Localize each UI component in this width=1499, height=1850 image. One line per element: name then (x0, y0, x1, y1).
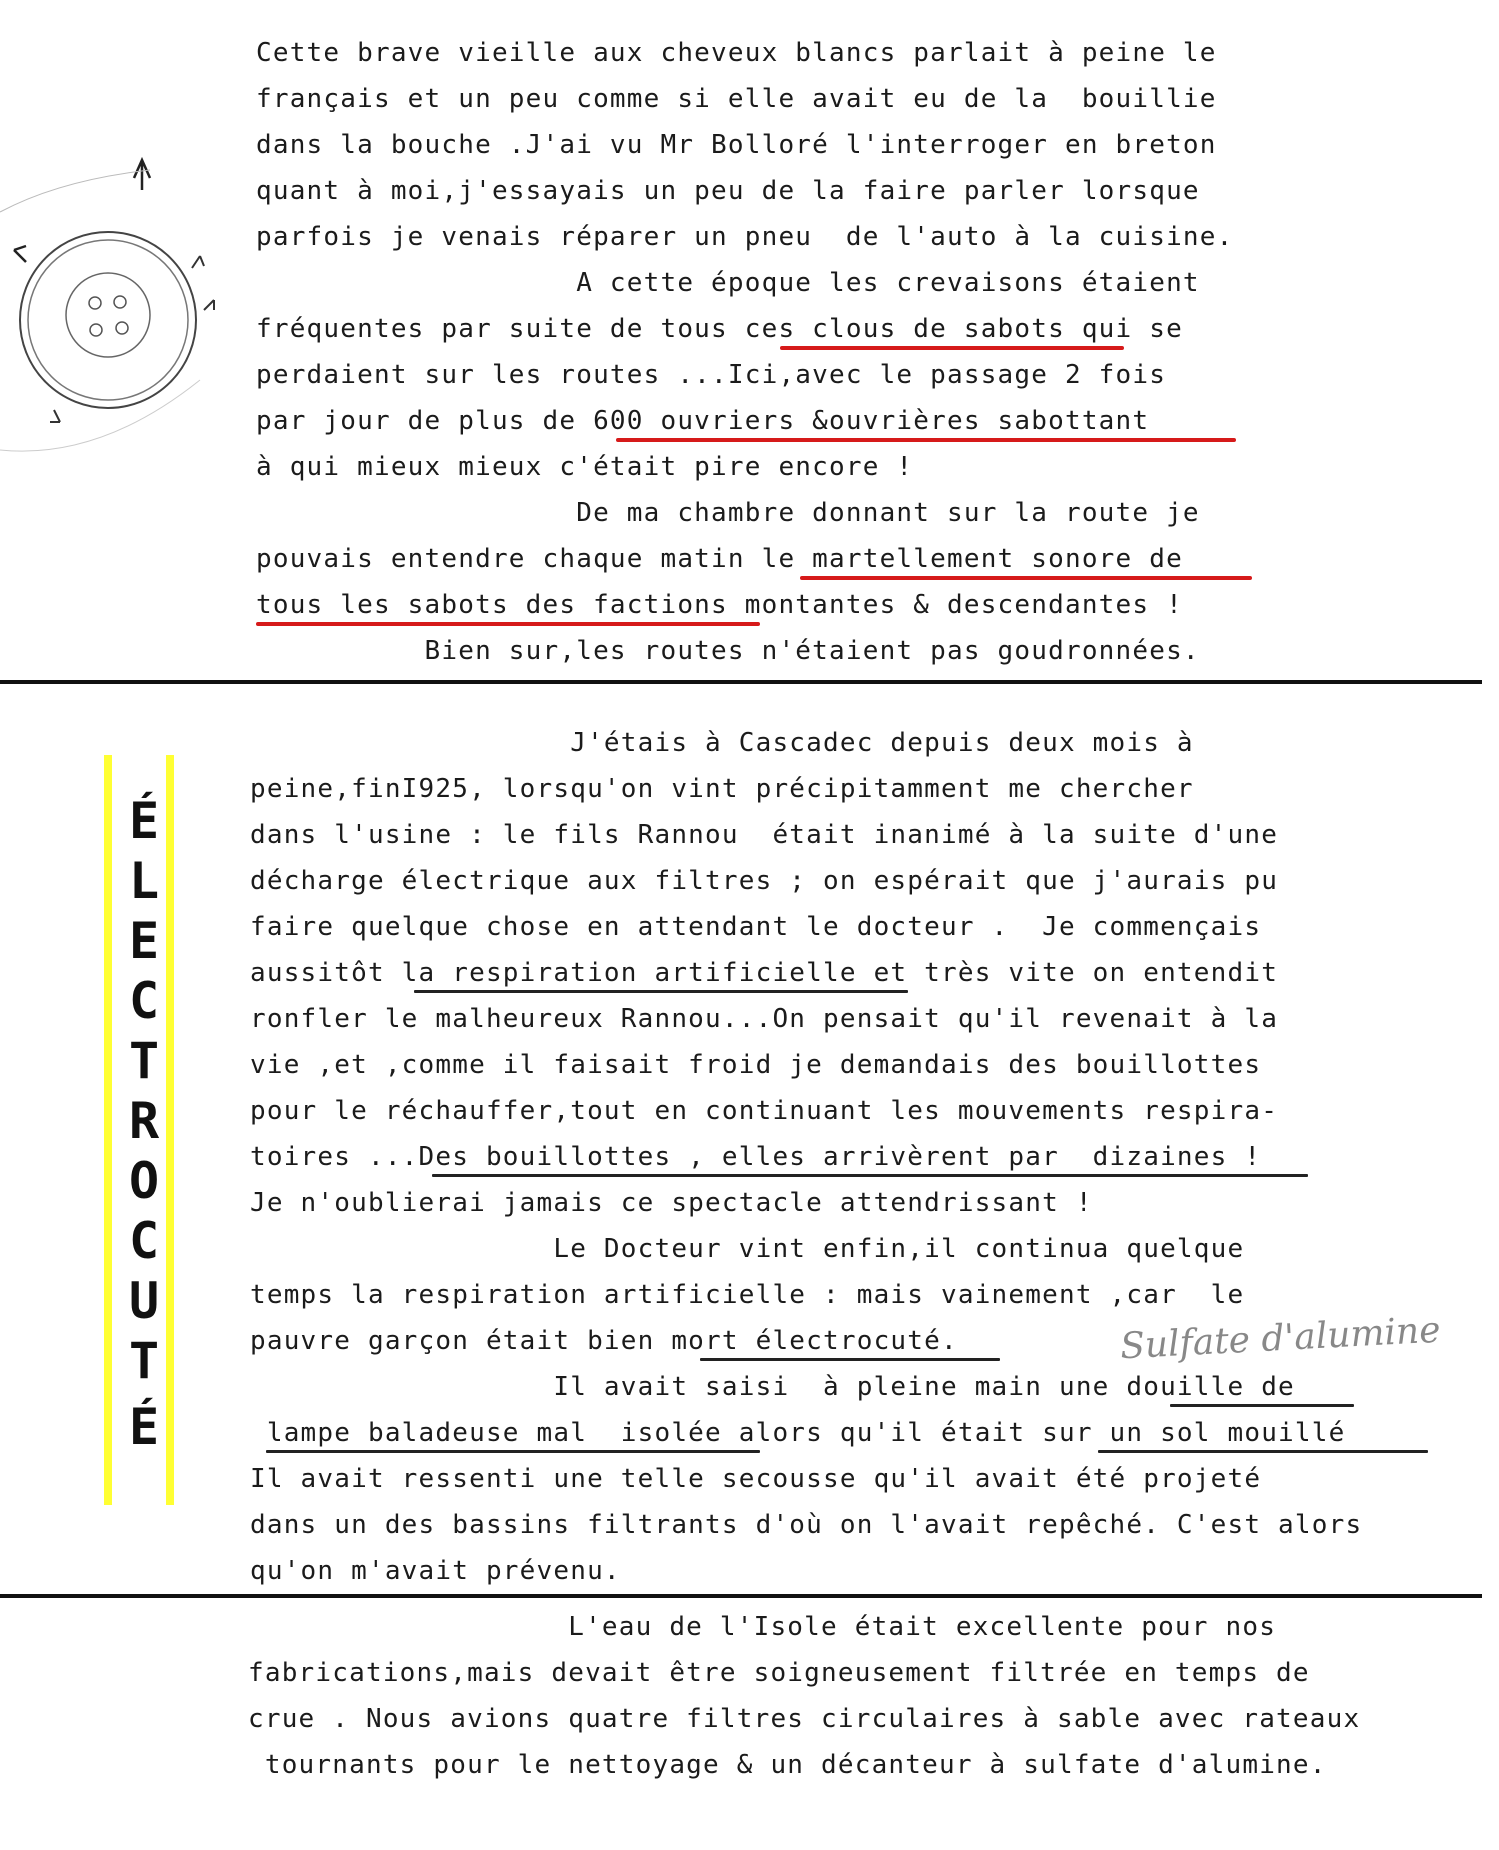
electrocute-vertical-title (104, 755, 180, 1505)
button-sketch-icon (0, 150, 240, 490)
text-line: pouvais entendre chaque matin le martellement sonore de (256, 544, 1183, 574)
black-underline (432, 1174, 1308, 1177)
text-line: Bien sur,les routes n'étaient pas goudronnées. (256, 636, 1200, 666)
red-underline (800, 576, 1252, 580)
text-line: Cette brave vieille aux cheveux blancs parlait à peine le (256, 38, 1217, 68)
text-line: qu'on m'avait prévenu. (250, 1556, 621, 1586)
text-line: De ma chambre donnant sur la route je (256, 498, 1200, 528)
red-underline (616, 438, 1236, 442)
black-underline (266, 1450, 760, 1453)
text-line: Il avait ressenti une telle secousse qu'il avait été projeté (250, 1464, 1262, 1494)
text-line: pauvre garçon était bien mort électrocuté. (250, 1326, 958, 1356)
text-line: Le Docteur vint enfin,il continua quelque (250, 1234, 1245, 1264)
title-letter: É (128, 1398, 160, 1456)
text-line: A cette époque les crevaisons étaient (256, 268, 1200, 298)
handwritten-note: Sulfate d'alumine (1119, 1309, 1442, 1368)
text-line: Il avait saisi à pleine main une douille de (250, 1372, 1295, 1402)
black-underline (1170, 1404, 1354, 1407)
text-line: quant à moi,j'essayais un peu de la faire parler lorsque (256, 176, 1200, 206)
text-line: fréquentes par suite de tous ces clous de sabots qui se (256, 314, 1183, 344)
text-line: dans un des bassins filtrants d'où on l'avait repêché. C'est alors (250, 1510, 1363, 1540)
text-line: peine,finI925, lorsqu'on vint précipitamment me chercher (250, 774, 1194, 804)
text-line: toires ...Des bouillottes , elles arrivèrent par dizaines ! (250, 1142, 1262, 1172)
text-line: ronfler le malheureux Rannou...On pensait qu'il revenait à la (250, 1004, 1279, 1034)
text-line: vie ,et ,comme il faisait froid je demandais des bouillottes (250, 1050, 1262, 1080)
title-letter: É (128, 792, 160, 850)
black-underline (700, 1358, 1000, 1361)
text-line: pour le réchauffer,tout en continuant les mouvements respira- (250, 1096, 1279, 1126)
title-letter: U (128, 1272, 160, 1330)
text-line: Je n'oublierai jamais ce spectacle attendrissant ! (250, 1188, 1093, 1218)
text-line: tournants pour le nettoyage & un décanteur à sulfate d'alumine. (248, 1750, 1327, 1780)
text-line: par jour de plus de 600 ouvriers &ouvrières sabottant (256, 406, 1150, 436)
text-line: crue . Nous avions quatre filtres circulaires à sable avec rateaux (248, 1704, 1361, 1734)
red-underline (780, 346, 1124, 350)
yellow-highlight-bar (104, 755, 112, 1505)
black-underline (1098, 1450, 1428, 1453)
text-line: aussitôt la respiration artificielle et très vite on entendit (250, 958, 1279, 988)
text-line: L'eau de l'Isole était excellente pour nos (248, 1612, 1277, 1642)
text-line: français et un peu comme si elle avait eu de la bouillie (256, 84, 1217, 114)
title-letter: T (128, 1032, 160, 1090)
text-line: faire quelque chose en attendant le docteur . Je commençais (250, 912, 1262, 942)
text-line: fabrications,mais devait être soigneusement filtrée en temps de (248, 1658, 1310, 1688)
text-line: dans la bouche .J'ai vu Mr Bolloré l'interroger en breton (256, 130, 1217, 160)
text-line: temps la respiration artificielle : mais vainement ,car le (250, 1280, 1245, 1310)
text-line: parfois je venais réparer un pneu de l'auto à la cuisine. (256, 222, 1234, 252)
text-line: décharge électrique aux filtres ; on espérait que j'aurais pu (250, 866, 1279, 896)
section-divider (0, 1594, 1482, 1598)
title-letter: T (128, 1332, 160, 1390)
text-line: à qui mieux mieux c'était pire encore ! (256, 452, 914, 482)
section-divider (0, 680, 1482, 684)
title-letter: C (128, 972, 160, 1030)
black-underline (414, 990, 908, 993)
title-letter: O (128, 1152, 160, 1210)
text-line: tous les sabots des factions montantes & descendantes ! (256, 590, 1183, 620)
title-letter: R (128, 1092, 160, 1150)
title-letter: E (128, 912, 160, 970)
title-letter: C (128, 1212, 160, 1270)
red-underline (256, 622, 760, 626)
text-line: perdaient sur les routes ...Ici,avec le passage 2 fois (256, 360, 1167, 390)
text-line: J'étais à Cascadec depuis deux mois à (250, 728, 1194, 758)
text-line: dans l'usine : le fils Rannou était inanimé à la suite d'une (250, 820, 1279, 850)
text-line: lampe baladeuse mal isolée alors qu'il était sur un sol mouillé (250, 1418, 1346, 1448)
title-letter: L (128, 852, 160, 910)
